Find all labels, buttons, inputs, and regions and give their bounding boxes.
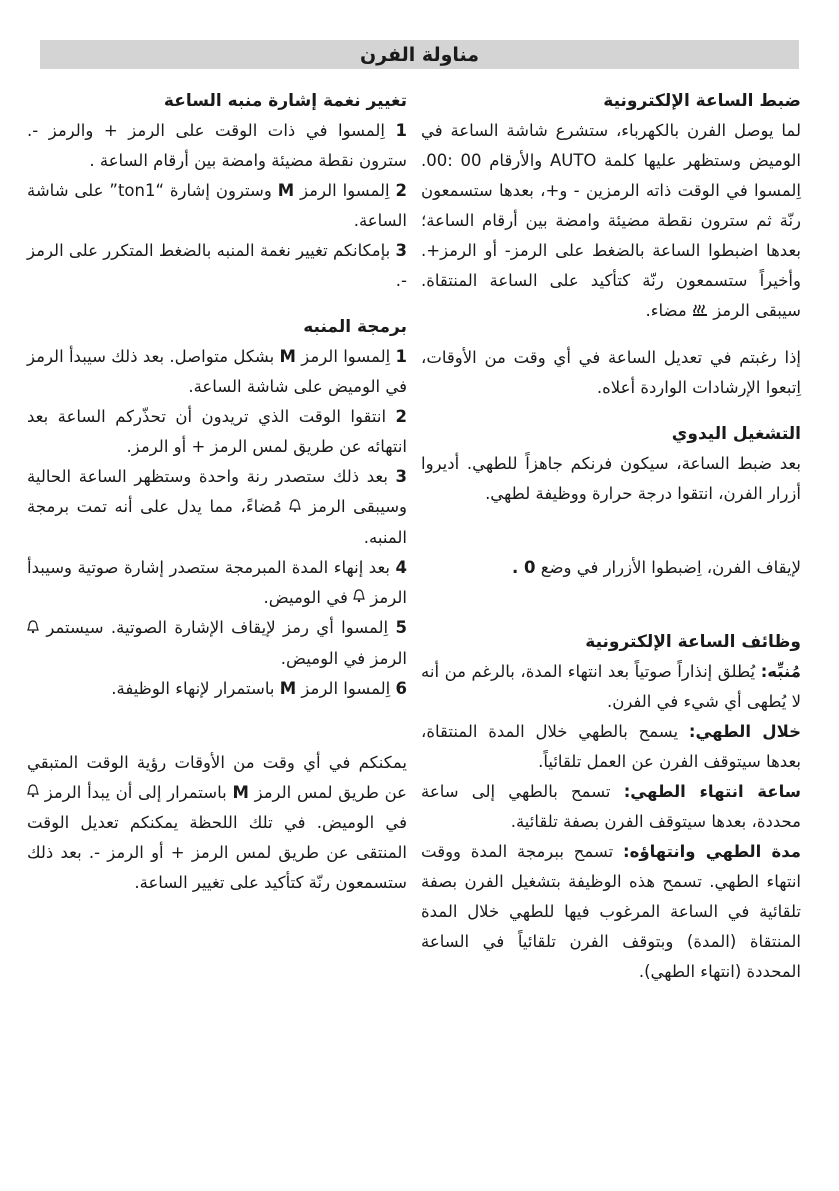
alarm-step-3 (27, 462, 407, 553)
tone-step-1 (27, 116, 407, 176)
function-minuter (421, 657, 801, 717)
remaining-mid: باستمرار إلى أن يبدأ الرمز (44, 782, 227, 802)
tone-step-3 (27, 236, 407, 296)
bell-icon (353, 583, 365, 613)
page-title: مناولة الفرن (359, 43, 480, 66)
clock-paragraph-end: مضاء. (645, 301, 687, 320)
alarm-step-4 (27, 553, 407, 614)
off-zero: 0 . (511, 557, 536, 577)
alarm-step-6-pre: اِلمسوا الرمز (301, 678, 391, 698)
manual-heading: التشغيل اليدوي (671, 423, 801, 444)
clock-heading: ضبط الساعة الإلكترونية (603, 91, 801, 111)
alarm-step-1-post: بشكل متواصل. بعد ذلك سيبدأ الرمز في الوميض على شاشة الساعة. (27, 347, 407, 396)
alarm-step-2-number: 2 (395, 407, 407, 426)
function-end-time (421, 777, 801, 837)
alarm-step-3-post: مُضاءً، مما يدل على أنه تمت برمجة المنبه. (27, 497, 407, 547)
m-symbol: M (232, 782, 249, 802)
manual-paragraph: بعد ضبط الساعة، سيكون فرنكم جاهزاً للطهي. أديروا أزرار الفرن، انتقوا درجة حرارة ووظيفة لطهي. (421, 453, 801, 503)
remaining-time-paragraph (27, 748, 407, 899)
function-duration (421, 837, 801, 987)
alarm-step-5-post: الرمز في الوميض. (280, 648, 407, 668)
tone-step-1-text: اِلمسوا في ذات الوقت على الرمز + والرمز -. سترون نقطة مضيئة وامضة بين أرقام الساعة . (27, 121, 407, 170)
function-during-text: يسمح بالطهي خلال المدة المنتقاة، بعدها سيتوقف الفرن عن العمل تلقائياً. (421, 721, 801, 771)
alarm-step-4-number: 4 (395, 557, 407, 577)
m-symbol: M (279, 678, 297, 698)
function-duration-term: مدة الطهي وانتهاؤه: (622, 841, 801, 861)
alarm-step-3-number: 3 (395, 467, 407, 486)
remaining-post: في الوميض. في تلك اللحظة يمكنكم تعديل الوقت المنتقى عن طريق لمس الرمز + أو الرمز -. بعد ذلك ستسمعون رنّة كتأكيد على تغيير الساعة. (27, 813, 407, 892)
alarm-step-6 (27, 674, 407, 704)
clock-paragraph-text: لما يوصل الفرن بالكهرباء، ستشرع شاشة الساعة في الوميض وستظهر عليها كلمة AUTO والأرقام 00 :00. اِلمسوا في الوقت ذاته الرمزين - و+، بعدها ستسمعون رنّة ثم سترون نقطة مضيئة وامضة بين أرقام الساعة؛ بعدها اضبطوا الساعة بالضغط على الرمز- أو الرمز+. وأخيراً ستسمعون رنّة كتأكيد على الساعة المنتقاة. سيبقى الرمز (421, 121, 801, 320)
function-end-time-term: ساعة انتهاء الطهي: (623, 781, 801, 801)
off-paragraph-text: لإيقاف الفرن، اِضبطوا الأزرار في وضع (540, 557, 801, 577)
tone-step-2-number: 2 (395, 181, 407, 200)
tone-step-1-number: 1 (395, 121, 407, 140)
right-column (421, 86, 801, 987)
alarm-step-1-pre: اِلمسوا الرمز (301, 347, 391, 366)
cooking-hand-icon (692, 297, 708, 327)
alarm-step-4-pre: بعد إنهاء المدة المبرمجة ستصدر إشارة صوتية وسيبدأ الرمز (27, 557, 407, 607)
alarm-step-1 (27, 342, 407, 402)
function-end-time-text: تسمح بالطهي إلى ساعة محددة، بعدها سيتوقف الفرن بصفة تلقائية. (421, 781, 801, 831)
alarm-step-1-number: 1 (395, 347, 407, 366)
alarm-step-2 (27, 402, 407, 462)
bell-icon (27, 778, 39, 808)
alarm-step-5 (27, 613, 407, 674)
section-title-bar (40, 40, 799, 69)
bell-icon (27, 614, 39, 644)
alarm-step-6-post: باستمرار لإنهاء الوظيفة. (111, 678, 275, 698)
function-during (421, 717, 801, 777)
left-column (27, 86, 407, 898)
clock-paragraph (421, 116, 801, 327)
alarm-step-5-text: اِلمسوا أي رمز لإيقاف الإشارة الصوتية. سيستمر (46, 618, 389, 637)
tone-step-3-text: بإمكانكم تغيير نغمة المنبه بالضغط المتكرر على الرمز -. (27, 241, 407, 290)
adjust-paragraph: إذا رغبتم في تعديل الساعة في أي وقت من الأوقات، اِتبعوا الإرشادات الواردة أعلاه. (421, 347, 801, 397)
m-symbol: M (277, 181, 295, 200)
alarm-heading: برمجة المنبه (303, 317, 407, 337)
remaining-pre: يمكنكم في أي وقت من الأوقات رؤية الوقت المتبقي عن طريق لمس الرمز (27, 752, 407, 802)
alarm-step-5-number: 5 (395, 618, 407, 637)
tone-step-2-post: وسترون إشارة “ton1” على شاشة الساعة. (27, 181, 407, 230)
alarm-step-3-pre: بعد ذلك ستصدر رنة واحدة وستظهر الساعة الحالية وسيبقى الرمز (27, 467, 407, 516)
function-during-term: خلال الطهي: (688, 721, 801, 741)
functions-heading: وظائف الساعة الإلكترونية (585, 631, 801, 652)
bell-icon (289, 493, 301, 523)
tone-step-2-pre: اِلمسوا الرمز (300, 181, 390, 200)
tone-step-2 (27, 176, 407, 236)
off-paragraph (421, 553, 801, 583)
function-minuter-text: يُطلق إنذاراً صوتياً بعد انتهاء المدة، بالرغم من أنه لا يُطهى أي شيء في الفرن. (421, 661, 801, 711)
m-symbol: M (279, 347, 296, 366)
function-minuter-term: مُنبِّه: (760, 661, 801, 681)
tone-step-3-number: 3 (395, 241, 407, 260)
alarm-step-2-text: انتقوا الوقت الذي تريدون أن تحذّركم الساعة بعد انتهائه عن طريق لمس الرمز + أو الرمز. (27, 407, 407, 456)
alarm-step-4-post: في الوميض. (263, 587, 348, 607)
function-duration-text: تسمح ببرمجة المدة ووقت انتهاء الطهي. تسمح هذه الوظيفة بتشغيل الفرن بصفة تلقائية في الساعة المرغوب فيها للطهي خلال المدة المنتقاة (المدة) وبتوقف الفرن تلقائياً في الساعة المحددة (انتهاء الطهي). (421, 841, 801, 981)
alarm-step-6-number: 6 (395, 678, 407, 698)
tone-heading: تغيير نغمة إشارة منبه الساعة (163, 91, 407, 111)
